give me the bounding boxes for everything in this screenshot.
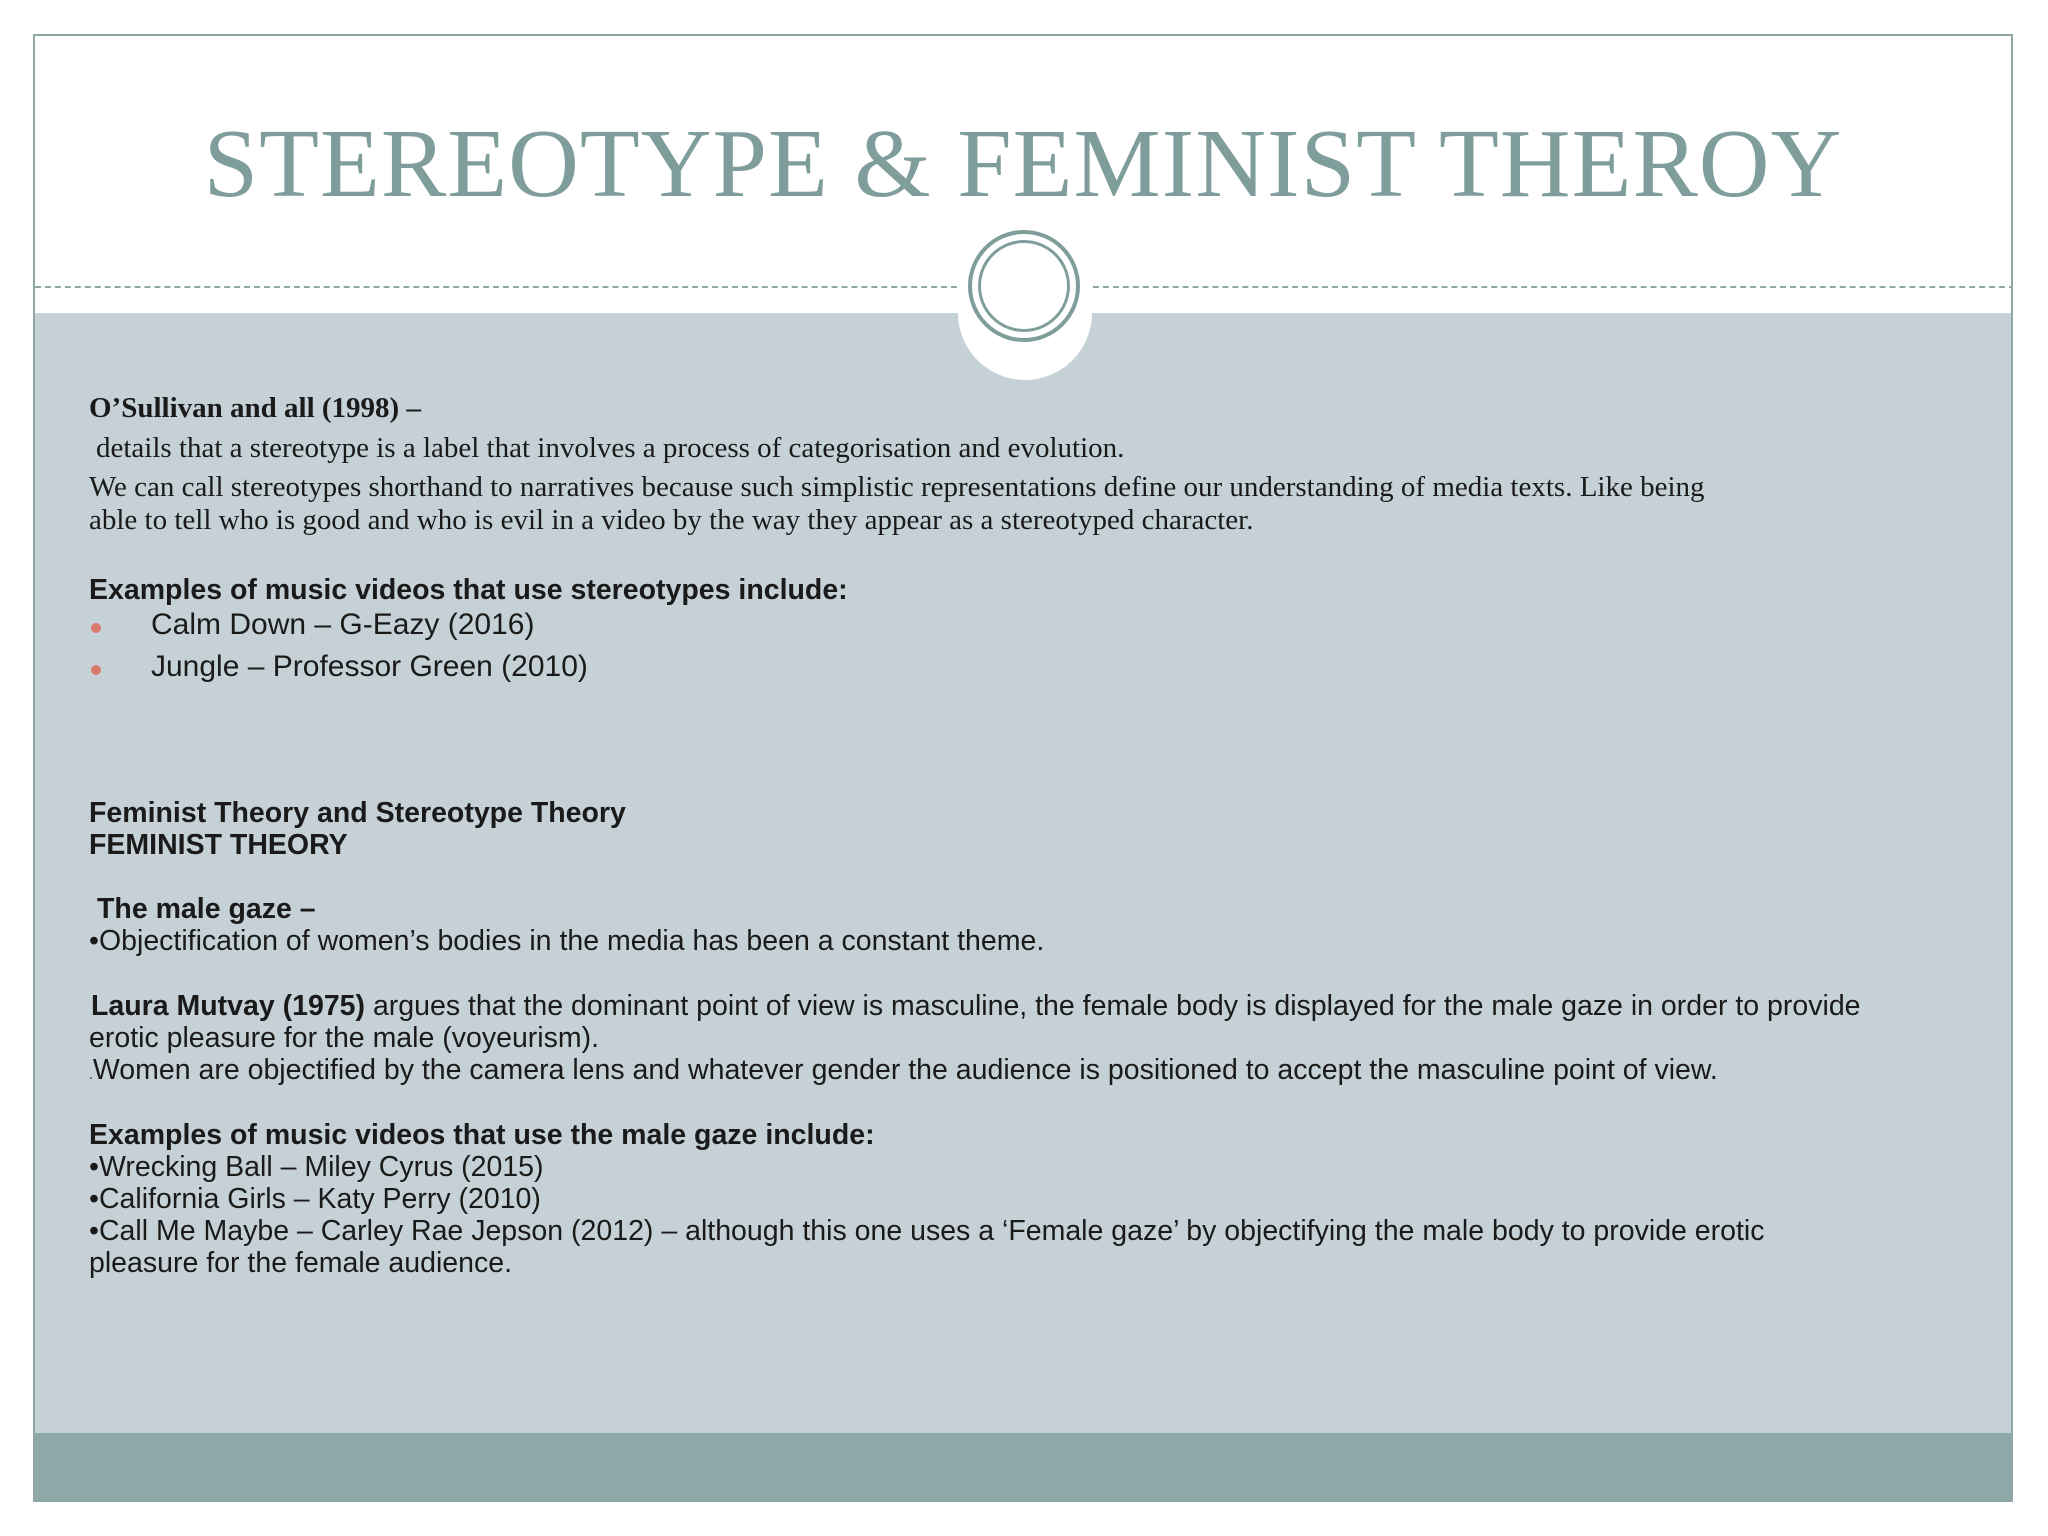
mutvay-paragraph-line2: erotic pleasure for the male (voyeurism). [89,1022,600,1054]
feminist-theory-heading: FEMINIST THEORY [89,829,348,861]
male-gaze-example-item: •Call Me Maybe – Carley Rae Jepson (2012) – although this one uses a ‘Female gaze’ by objectifying the male body to provide erotic [89,1215,1765,1247]
feminist-stereotype-heading: Feminist Theory and Stereotype Theory [89,797,626,829]
bullet-icon [91,623,101,633]
male-gaze-example-item: •Wrecking Ball – Miley Cyrus (2015) [89,1151,544,1183]
stereotype-example-item: Jungle – Professor Green (2010) [151,650,588,683]
male-gaze-examples-heading: Examples of music videos that use the male gaze include: [89,1119,875,1151]
footer-bar [35,1433,2013,1502]
male-gaze-point: •Objectification of women’s bodies in the media has been a constant theme. [89,925,1045,957]
objectified-mark: . [89,1066,93,1082]
shorthand-paragraph-line1: We can call stereotypes shorthand to narratives because such simplistic representations define our understanding of media texts. Like being [89,471,1705,503]
divider-inner-circle [978,240,1070,332]
stereotype-examples-heading: Examples of music videos that use stereotypes include: [89,574,848,606]
mutvay-argument: argues that the dominant point of view is masculine, the female body is displayed for the male gaze in order to provide [365,990,1861,1022]
male-gaze-example-item-continued: pleasure for the female audience. [89,1247,513,1279]
mutvay-name: Laura Mutvay (1975) [91,990,366,1022]
divider-right [1093,286,2013,288]
male-gaze-heading: The male gaze – [97,893,316,925]
bullet-icon [91,665,101,675]
slide-title: STEREOTYPE & FEMINIST THEROY [203,110,1843,218]
objectified-statement [89,1054,1718,1087]
objectified-text: Women are objectified by the camera lens and whatever gender the audience is positioned to accept the masculine point of view. [92,1054,1718,1086]
osullivan-definition: details that a stereotype is a label that involves a process of categorisation and evolution. [96,432,1125,464]
shorthand-paragraph-line2: able to tell who is good and who is evil in a video by the way they appear as a stereotyped character. [89,504,1254,536]
slide [33,34,2013,1502]
mutvay-paragraph-line1 [91,990,1861,1023]
divider-left [35,286,957,288]
stereotype-example-item: Calm Down – G-Eazy (2016) [151,608,535,641]
male-gaze-example-item: •California Girls – Katy Perry (2010) [89,1183,541,1215]
osullivan-heading: O’Sullivan and all (1998) – [89,392,421,424]
